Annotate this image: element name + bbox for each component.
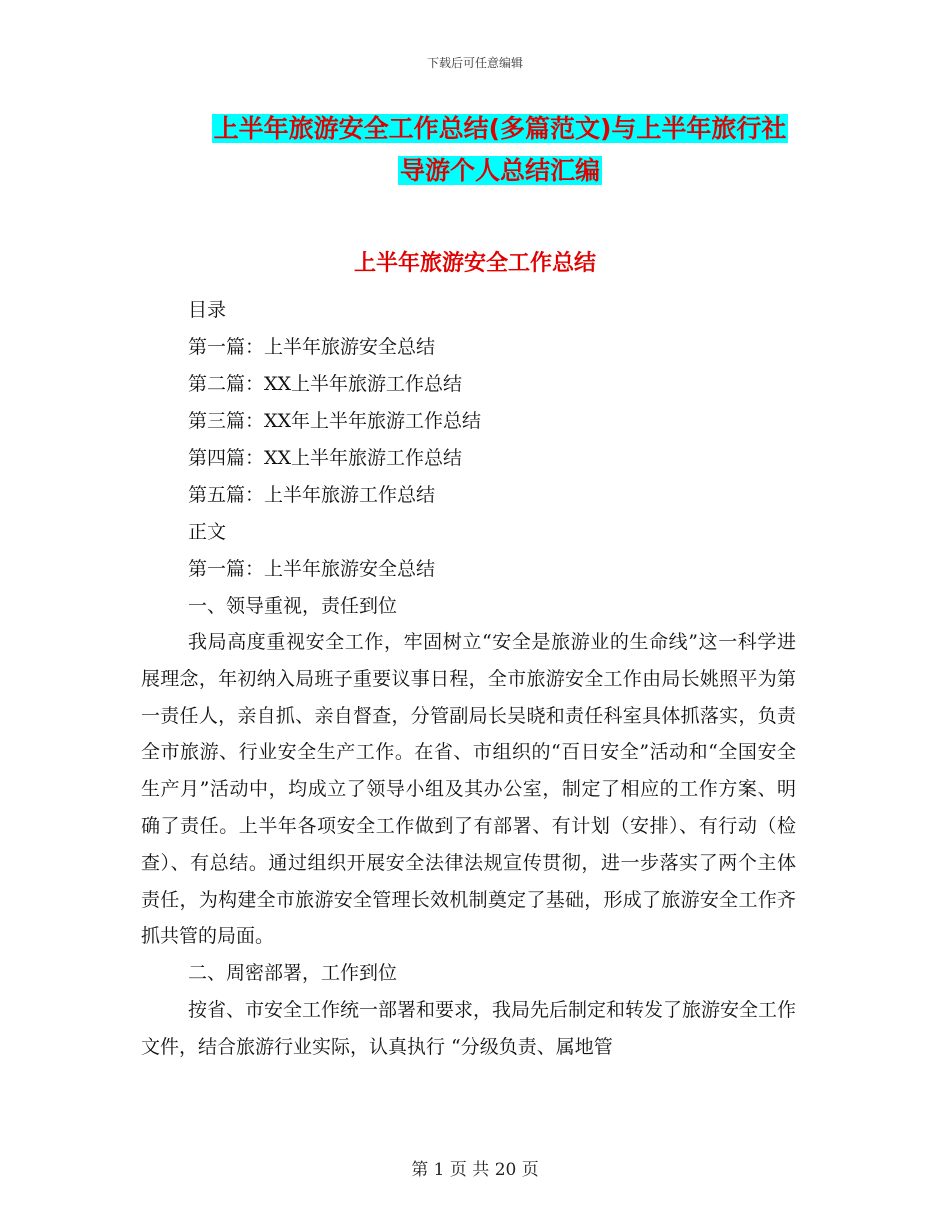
toc-item: 一、领导重视，责任到位 — [188, 595, 398, 617]
toc-item: 正文 — [188, 521, 227, 543]
title-line-1: 上半年旅游安全工作总结(多篇范文)与上半年旅行社 — [213, 114, 787, 143]
toc-item: 目录 — [188, 299, 227, 321]
paragraph: 按省、市安全工作统一部署和要求，我局先后制定和转发了旅游安全工作文件，结合旅游行业实际，认真执行 “分级负责、属地管 — [141, 998, 797, 1058]
section-heading: 二、周密部署，工作到位 — [188, 962, 398, 985]
paragraph: 我局高度重视安全工作，牢固树立“安全是旅游业的生命线”这一科学进展理念，年初纳入局班子重要议事日程，全市旅游安全工作由局长姚照平为第一责任人，亲自抓、亲自督查，分管副局长吴晓和责任科室具体抓落实，负责全市旅游、行业安全生产工作。在省、市组织的“百日安全”活动和“全国安全生产月”活动中，均成立了领导小组及其办公室，制定了相应的工作方案、明确了责任。上半年各项安全工作做到了有部署、有计划（安排）、有行动（检查）、有总结。通过组织开展安全法律法规宣传贯彻，进一步落实了两个主体责任，为构建全市旅游安全管理长效机制奠定了基础，形成了旅游安全工作齐抓共管的局面。 — [141, 631, 796, 948]
page-header: 下载后可任意编辑 — [426, 56, 523, 70]
section-title: 上半年旅游安全工作总结 — [353, 251, 596, 276]
body-text — [141, 624, 796, 1066]
toc-item: 第五篇：上半年旅游工作总结 — [188, 484, 436, 506]
title-line-2: 导游个人总结汇编 — [399, 156, 600, 185]
toc-item: 第一篇：上半年旅游安全总结 — [188, 558, 436, 580]
document-title — [150, 108, 850, 192]
toc-item: 第二篇：XX上半年旅游工作总结 — [188, 373, 463, 395]
toc-item: 第三篇：XX年上半年旅游工作总结 — [188, 410, 482, 432]
table-of-contents — [188, 292, 828, 625]
toc-item: 第一篇：上半年旅游安全总结 — [188, 336, 436, 358]
toc-item: 第四篇：XX上半年旅游工作总结 — [188, 447, 463, 469]
page-footer: 第 1 页 共 20 页 — [411, 1160, 539, 1180]
